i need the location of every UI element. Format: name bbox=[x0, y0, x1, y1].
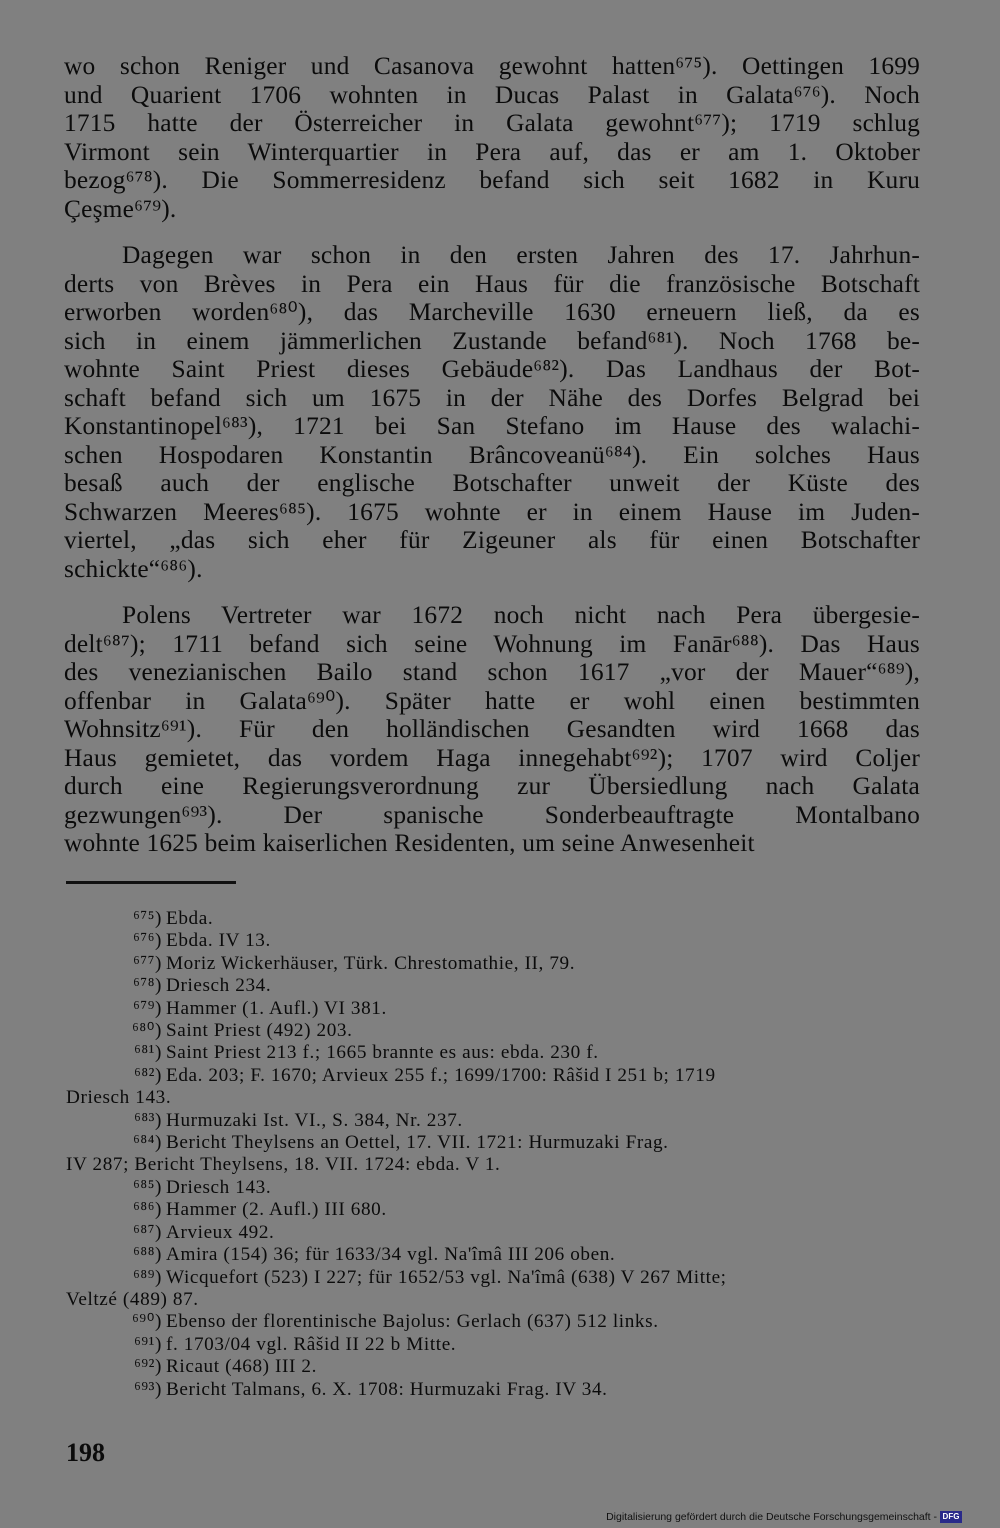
text-line: Schwarzen Meeres⁶⁸⁵). 1675 wohnte er in einem Hause im Juden- bbox=[64, 497, 920, 526]
footnote bbox=[66, 1334, 922, 1356]
footnote-line bbox=[66, 1222, 922, 1244]
footnote-text: Bericht Talmans, 6. X. 1708: Hurmuzaki Frag. IV 34. bbox=[166, 1378, 608, 1400]
footnote-number: ⁶⁷⁹) bbox=[133, 997, 162, 1019]
text-line: erworben worden⁶⁸⁰), das Marcheville 1630 erneuern ließ, da es bbox=[64, 298, 920, 326]
footnote bbox=[66, 908, 922, 930]
text-line: Dagegen war schon in den ersten Jahren des 17. Jahrhun- bbox=[122, 241, 920, 269]
credit-text: Digitalisierung gefördert durch die Deutsche Forschungsgemeinschaft - bbox=[606, 1511, 937, 1523]
footnote-line bbox=[66, 1311, 922, 1333]
text-line: durch eine Regierungsverordnung zur Übersiedlung nach Galata bbox=[64, 772, 920, 800]
footnote-line bbox=[66, 1244, 922, 1266]
footnote-text: Bericht Theylsens an Oettel, 17. VII. 1721: Hurmuzaki Frag. bbox=[166, 1132, 669, 1154]
footnote-text: Hammer (2. Aufl.) III 680. bbox=[166, 1199, 387, 1221]
text-line: bezog⁶⁷⁸). Die Sommerresidenz befand sich seit 1682 in Kuru bbox=[64, 166, 920, 194]
footnote-number: ⁶⁸²) bbox=[134, 1064, 162, 1086]
footnote-number: ⁶⁸¹) bbox=[134, 1042, 162, 1064]
footnote-line bbox=[66, 1379, 922, 1401]
footnote-number: ⁶⁹³) bbox=[134, 1378, 162, 1400]
footnote-text: Moriz Wickerhäuser, Türk. Chrestomathie, II, 79. bbox=[166, 952, 576, 974]
footnote-text: Driesch 143. bbox=[166, 1176, 272, 1198]
footnote-number: ⁶⁸⁷) bbox=[133, 1221, 162, 1243]
footnote-number: ⁶⁸⁸) bbox=[133, 1244, 162, 1266]
footnote bbox=[66, 975, 922, 997]
footnote-line bbox=[66, 1177, 922, 1199]
text-line: Konstantinopel⁶⁸³), 1721 bei San Stefano im Hause des walachi- bbox=[64, 412, 920, 440]
text-line: Wohnsitz⁶⁹¹). Für den holländischen Gesandten wird 1668 das bbox=[64, 715, 920, 743]
footnote-line bbox=[66, 1199, 922, 1221]
footnote bbox=[66, 1132, 922, 1177]
footnote-number: ⁶⁷⁵) bbox=[133, 908, 162, 929]
text-line: Haus gemietet, das vordem Haga innegehabt⁶⁹²); 1707 wird Coljer bbox=[64, 743, 920, 772]
footnote bbox=[66, 1222, 922, 1244]
paragraph bbox=[64, 601, 920, 858]
footnote-text: Wicquefort (523) I 227; für 1652/53 vgl. Na'îmâ (638) V 267 Mitte; bbox=[166, 1266, 727, 1288]
footnote-line bbox=[66, 908, 922, 930]
text-line: schaft befand sich um 1675 in der Nähe des Dorfes Belgrad bei bbox=[64, 383, 920, 412]
footnote-number: ⁶⁸³) bbox=[134, 1109, 162, 1131]
footnote-number: ⁶⁷⁸) bbox=[133, 975, 162, 997]
footnote-text: Ricaut (468) III 2. bbox=[166, 1356, 317, 1378]
footnote-number: ⁶⁷⁷) bbox=[133, 952, 162, 974]
digitization-credit bbox=[606, 1511, 962, 1523]
footnote bbox=[66, 998, 922, 1020]
footnote bbox=[66, 930, 922, 952]
footnote-number: ⁶⁸⁴) bbox=[133, 1132, 162, 1154]
footnote bbox=[66, 1042, 922, 1064]
text-line: offenbar in Galata⁶⁹⁰). Später hatte er wohl einen bestimmten bbox=[64, 686, 920, 715]
footnote bbox=[66, 1379, 922, 1401]
text-line: besaß auch der englische Botschafter unweit der Küste des bbox=[64, 469, 920, 497]
footnote-line bbox=[66, 930, 922, 952]
footnote-line bbox=[66, 1154, 922, 1176]
footnote bbox=[66, 953, 922, 975]
text-line: Virmont sein Winterquartier in Pera auf, das er am 1. Oktober bbox=[64, 137, 920, 166]
footnote bbox=[66, 1177, 922, 1199]
footnote-text: Saint Priest (492) 203. bbox=[166, 1020, 353, 1042]
footnote bbox=[66, 1267, 922, 1312]
footnote-number: ⁶⁹²) bbox=[134, 1356, 162, 1378]
footnote bbox=[66, 1311, 922, 1333]
text-line: delt⁶⁸⁷); 1711 befand sich seine Wohnung im Fanār⁶⁸⁸). Das Haus bbox=[64, 629, 920, 658]
text-line: schen Hospodaren Konstantin Brâncoveanü⁶⁸⁴). Ein solches Haus bbox=[64, 440, 920, 469]
footnote-line bbox=[66, 975, 922, 997]
footnote-number: ⁶⁸⁶) bbox=[133, 1199, 162, 1221]
footnote-text: Arvieux 492. bbox=[166, 1221, 275, 1243]
footnote-line bbox=[66, 1020, 922, 1042]
text-line: gezwungen⁶⁹³). Der spanische Sonderbeauftragte Montalbano bbox=[64, 800, 920, 829]
footnote-line bbox=[66, 1132, 922, 1154]
text-line: derts von Brèves in Pera ein Haus für die französische Botschaft bbox=[64, 269, 920, 298]
footnote-text: Amira (154) 36; für 1633/34 vgl. Na'îmâ III 206 oben. bbox=[166, 1244, 616, 1266]
paragraph bbox=[64, 241, 920, 583]
footnote bbox=[66, 1356, 922, 1378]
footnote-text: Ebda. bbox=[166, 908, 214, 929]
text-line: des venezianischen Bailo stand schon 1617 „vor der Mauer“⁶⁸⁹), bbox=[64, 658, 920, 686]
footnote bbox=[66, 1244, 922, 1266]
footnote-separator bbox=[66, 881, 236, 884]
footnote bbox=[66, 1065, 922, 1110]
dfg-logo: DFG bbox=[940, 1511, 962, 1523]
footnote-line bbox=[66, 1065, 922, 1087]
text-line: wohnte Saint Priest dieses Gebäude⁶⁸²). Das Landhaus der Bot- bbox=[64, 355, 920, 383]
footnote-number: ⁶⁸⁹) bbox=[133, 1266, 162, 1288]
footnote-text: Driesch 143. bbox=[66, 1087, 172, 1109]
footnote-number: ⁶⁷⁶) bbox=[133, 930, 162, 952]
footnote-number: ⁶⁹⁰) bbox=[132, 1311, 162, 1333]
footnote-line bbox=[66, 1042, 922, 1064]
footnote-line bbox=[66, 1334, 922, 1356]
footnote-line bbox=[66, 1267, 922, 1289]
footnote-number: ⁶⁸⁵) bbox=[133, 1176, 162, 1198]
text-line: schickte“⁶⁸⁶). bbox=[64, 554, 203, 583]
footnote-text: Hurmuzaki Ist. VI., S. 384, Nr. 237. bbox=[166, 1109, 463, 1131]
footnote bbox=[66, 1020, 922, 1042]
footnote-line bbox=[66, 1087, 922, 1109]
text-line: wohnte 1625 beim kaiserlichen Residenten, um seine Anwesenheit bbox=[64, 829, 755, 857]
footnote-line bbox=[66, 1110, 922, 1132]
footnote-text: Ebda. IV 13. bbox=[166, 930, 271, 952]
footnote-line bbox=[66, 1289, 922, 1311]
footnotes bbox=[66, 908, 922, 1401]
text-line: und Quarient 1706 wohnten in Ducas Palast in Galata⁶⁷⁶). Noch bbox=[64, 80, 920, 109]
text-line: Çeşme⁶⁷⁹). bbox=[64, 194, 177, 223]
text-line: Polens Vertreter war 1672 noch nicht nach Pera übergesie- bbox=[122, 601, 920, 629]
footnote-text: Ebenso der florentinische Bajolus: Gerlach (637) 512 links. bbox=[166, 1311, 659, 1333]
footnote bbox=[66, 1110, 922, 1132]
footnote-text: Driesch 234. bbox=[166, 975, 272, 997]
footnote-number: ⁶⁹¹) bbox=[134, 1333, 162, 1355]
footnote-text: Eda. 203; F. 1670; Arvieux 255 f.; 1699/1700: Râšid I 251 b; 1719 bbox=[166, 1064, 716, 1086]
text-line: 1715 hatte der Österreicher in Galata gewohnt⁶⁷⁷); 1719 schlug bbox=[64, 109, 920, 137]
footnote-text: Hammer (1. Aufl.) VI 381. bbox=[166, 997, 387, 1019]
paragraph bbox=[64, 52, 920, 223]
main-text bbox=[64, 52, 920, 876]
footnote bbox=[66, 1199, 922, 1221]
text-line: sich in einem jämmerlichen Zustande befand⁶⁸¹). Noch 1768 be- bbox=[64, 326, 920, 355]
footnote-text: f. 1703/04 vgl. Râšid II 22 b Mitte. bbox=[166, 1333, 457, 1355]
footnote-line bbox=[66, 953, 922, 975]
footnote-line bbox=[66, 998, 922, 1020]
page-number: 198 bbox=[66, 1438, 105, 1467]
footnote-text: Saint Priest 213 f.; 1665 brannte es aus: ebda. 230 f. bbox=[166, 1042, 599, 1064]
footnote-number: ⁶⁸⁰) bbox=[132, 1020, 162, 1042]
footnote-line bbox=[66, 1356, 922, 1378]
text-line: wo schon Reniger und Casanova gewohnt hatten⁶⁷⁵). Oettingen 1699 bbox=[64, 52, 920, 80]
text-line: viertel, „das sich eher für Zigeuner als für einen Botschafter bbox=[64, 526, 920, 554]
footnote-text: IV 287; Bericht Theylsens, 18. VII. 1724: ebda. V 1. bbox=[66, 1154, 501, 1176]
footnote-text: Veltzé (489) 87. bbox=[66, 1288, 199, 1310]
